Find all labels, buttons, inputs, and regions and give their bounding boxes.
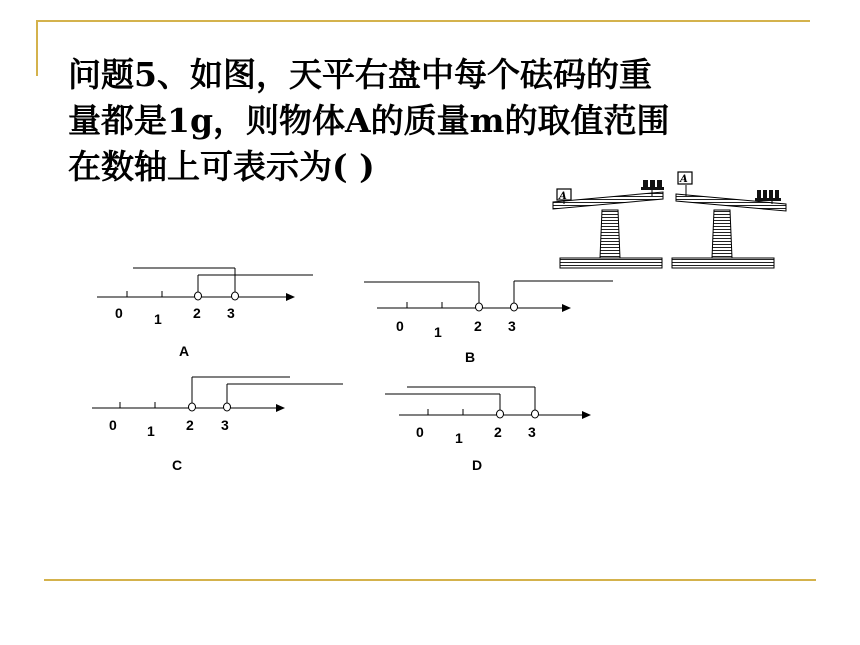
weights-icon: [643, 180, 662, 187]
tick-label: 2: [186, 417, 194, 433]
left-pan-label: A: [559, 191, 567, 202]
option-letter: C: [172, 457, 183, 473]
tick-label: 2: [494, 424, 502, 440]
question-line-2: 量都是1g，则物体A的质量m的取值范围: [68, 101, 670, 140]
tick-label: 2: [193, 305, 201, 321]
balance-right: [672, 172, 786, 268]
option-letter: D: [472, 457, 483, 473]
tick-label: 3: [227, 305, 235, 321]
right-pan-label: A: [680, 174, 688, 185]
number-line-option-b: [364, 281, 613, 365]
option-letter: B: [465, 349, 476, 365]
tick-label: 0: [416, 424, 424, 440]
tick-label: 2: [474, 318, 482, 334]
tick-label: 3: [528, 424, 536, 440]
tick-label: 0: [396, 318, 404, 334]
number-line-option-c: [92, 377, 343, 473]
tick-label: 3: [508, 318, 516, 334]
balance-illustration: [553, 172, 786, 268]
tick-label: 1: [455, 430, 463, 446]
balance-left: [553, 180, 664, 268]
number-line-option-a: [97, 268, 313, 359]
tick-label: 0: [109, 417, 117, 433]
question-line-3: 在数轴上可表示为( ): [68, 147, 375, 186]
number-line-option-d: [385, 387, 591, 473]
tick-label: 1: [154, 311, 162, 327]
option-letter: A: [179, 343, 190, 359]
question-line-1: 问题5、如图，天平右盘中每个砝码的重: [68, 55, 652, 94]
tick-label: 3: [221, 417, 229, 433]
tick-label: 1: [434, 324, 442, 340]
tick-label: 0: [115, 305, 123, 321]
weights-icon: [757, 190, 779, 198]
tick-label: 1: [147, 423, 155, 439]
